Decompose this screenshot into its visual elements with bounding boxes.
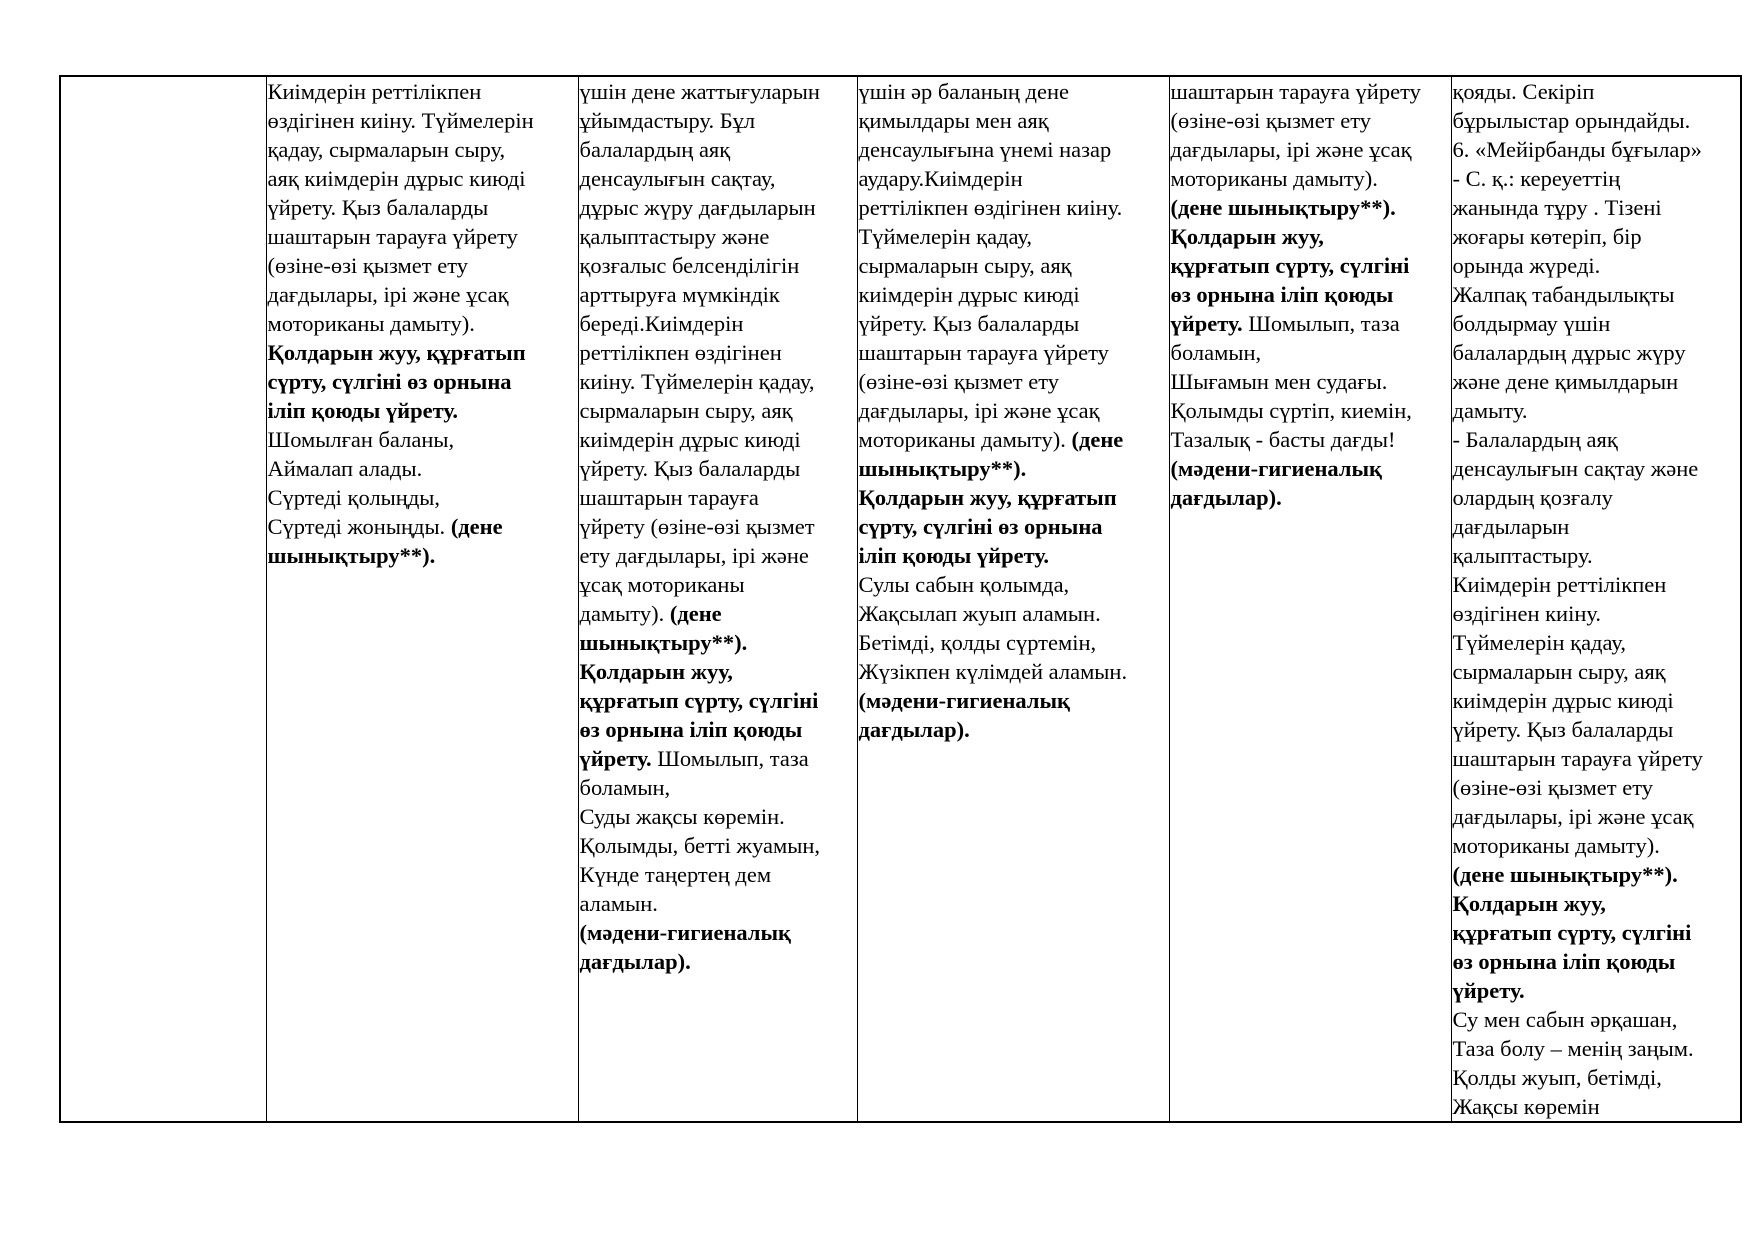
table-cell-column-5 <box>1169 76 1451 1122</box>
bold-text-run: шынықтыру**). <box>579 630 748 655</box>
text-line <box>580 744 856 773</box>
text-line <box>580 164 856 193</box>
text-run: дұрыс жүру дағдыларын <box>579 195 816 220</box>
text-line <box>580 309 856 338</box>
bold-text-run: үйрету. <box>1170 311 1243 336</box>
text-line <box>1453 947 1740 976</box>
text-run: моториканы дамыту). <box>1170 166 1378 191</box>
text-run: дағдылары, ірі және ұсақ <box>1452 804 1694 829</box>
text-run: Суды жақсы көремін. <box>579 804 785 829</box>
text-line <box>1453 1092 1740 1121</box>
text-line <box>580 947 856 976</box>
text-line <box>1453 773 1740 802</box>
bold-text-run: дағдылар). <box>858 717 970 742</box>
bold-text-run: (мәдени-гигиеналық <box>1170 456 1383 481</box>
text-line <box>1453 1005 1740 1034</box>
text-run: (өзіне-өзі қызмет ету <box>858 369 1059 394</box>
bold-text-run: құрғатып сүрту, сүлгіні <box>1452 920 1692 945</box>
text-line <box>1171 135 1450 164</box>
text-line <box>859 686 1168 715</box>
text-line <box>1171 164 1450 193</box>
text-run: Киімдерін реттілікпен <box>267 79 482 104</box>
text-line <box>1453 222 1740 251</box>
bold-text-run: сүрту, сүлгіні өз орнына <box>858 514 1103 539</box>
text-run: моториканы дамыту). <box>267 311 475 336</box>
text-run: үйрету. Қыз балаларды <box>858 311 1080 336</box>
text-run: шаштарын тарауға үйрету <box>858 340 1109 365</box>
text-run: реттілікпен өздігінен киіну. <box>858 195 1123 220</box>
text-line <box>1171 338 1450 367</box>
bold-text-run: құрғатып сүрту, сүлгіні <box>579 688 819 713</box>
text-line <box>1453 715 1740 744</box>
text-line <box>1453 483 1740 512</box>
text-line <box>1453 976 1740 1005</box>
bold-text-run: өз орнына іліп қоюды <box>579 717 803 742</box>
bold-text-run: (дене шынықтыру**). <box>1170 195 1396 220</box>
text-run: боламын, <box>579 775 671 800</box>
text-line <box>580 280 856 309</box>
text-run: сырмаларын сыру, аяқ <box>579 398 793 423</box>
text-line <box>859 135 1168 164</box>
bold-text-run: Қолдарын жуу, құрғатып <box>267 340 526 365</box>
text-run: Қолды жуып, бетімді, <box>1452 1065 1662 1090</box>
text-line <box>268 512 577 541</box>
text-run: Жақсылап жуып аламын. <box>858 601 1101 626</box>
text-run: сырмаларын сыру, аяқ <box>858 253 1072 278</box>
text-run: Күнде таңертең дем <box>579 862 772 887</box>
text-line <box>580 251 856 280</box>
text-run: дамыту. <box>1452 398 1528 423</box>
text-line <box>1171 367 1450 396</box>
text-run: аламын. <box>579 891 658 916</box>
text-run: қадау, сырмаларын сыру, <box>267 137 506 162</box>
text-run: Таза болу – менің заңым. <box>1452 1036 1694 1061</box>
text-line <box>859 367 1168 396</box>
bold-text-run: сүрту, сүлгіні өз орнына <box>267 369 512 394</box>
text-line <box>268 483 577 512</box>
text-run: моториканы дамыту). <box>858 427 1072 452</box>
text-run: аудару.Киімдерін <box>858 166 1023 191</box>
text-line <box>580 396 856 425</box>
bold-text-run: дағдылар). <box>579 949 691 974</box>
text-line <box>268 425 577 454</box>
text-line <box>859 425 1168 454</box>
text-run: Жүзікпен күлімдей аламын. <box>858 659 1128 684</box>
text-line <box>859 164 1168 193</box>
text-run: үшін әр баланың дене <box>858 79 1069 104</box>
text-line <box>268 222 577 251</box>
text-line <box>268 367 577 396</box>
text-line <box>1453 599 1740 628</box>
text-run: бұрылыстар орындайды. <box>1452 108 1691 133</box>
text-run: дағдылары, ірі және ұсақ <box>267 282 509 307</box>
text-line <box>268 106 577 135</box>
text-run: денсаулығын сақтау және <box>1452 456 1699 481</box>
text-run: Шығамын мен судағы. <box>1170 369 1388 394</box>
bold-text-run: үйрету. <box>1452 978 1525 1003</box>
text-line <box>580 454 856 483</box>
bold-text-run: Қолдарын жуу, <box>1452 891 1606 916</box>
text-run: Жақсы көремін <box>1452 1094 1600 1119</box>
text-run: Киімдерін реттілікпен <box>1452 572 1667 597</box>
text-run: Бетімді, қолды сүртемін, <box>858 630 1097 655</box>
text-run: үйрету. Қыз балаларды <box>1452 717 1674 742</box>
text-run: арттыруға мүмкіндік <box>579 282 780 307</box>
text-line <box>859 715 1168 744</box>
text-line <box>580 570 856 599</box>
text-run: Аймалап алады. <box>267 456 423 481</box>
text-run: дамыту). <box>579 601 670 626</box>
text-line <box>580 802 856 831</box>
text-line <box>859 454 1168 483</box>
text-run: болдырмау үшін <box>1452 311 1611 336</box>
text-run: қалыптастыру. <box>1452 543 1593 568</box>
text-run: өздігінен киіну. Түймелерін <box>267 108 534 133</box>
bold-text-run: дағдылар). <box>1170 485 1282 510</box>
text-line <box>1453 367 1740 396</box>
text-line <box>1453 338 1740 367</box>
bold-text-run: (дене шынықтыру**). <box>1452 862 1678 887</box>
text-run: киімдерін дұрыс киюді <box>858 282 1080 307</box>
bold-text-run: (дене <box>1071 427 1124 452</box>
text-line <box>859 193 1168 222</box>
text-line <box>1171 77 1450 106</box>
text-run: қимылдары мен аяқ <box>858 108 1049 133</box>
text-run: ұйымдастыру. Бұл <box>579 108 756 133</box>
text-run: Шомылған баланы, <box>267 427 455 452</box>
text-line <box>580 715 856 744</box>
bold-text-run: іліп қоюды үйрету. <box>858 543 1050 568</box>
bold-text-run: өз орнына іліп қоюды <box>1170 282 1394 307</box>
table-cell-column-2 <box>266 76 578 1122</box>
bold-text-run: Қолдарын жуу, <box>579 659 733 684</box>
text-line <box>1171 193 1450 222</box>
text-run: қояды. Секіріп <box>1452 79 1595 104</box>
text-line <box>268 135 577 164</box>
text-run: үйрету. Қыз балаларды <box>579 456 801 481</box>
text-run: 6. «Мейірбанды бұғылар» <box>1452 137 1702 162</box>
text-run: аяқ киімдерін дұрыс киюді <box>267 166 526 191</box>
text-line <box>1453 744 1740 773</box>
text-line <box>268 541 577 570</box>
text-run: Жалпақ табандылықты <box>1452 282 1675 307</box>
text-run: балалардың дұрыс жүру <box>1452 340 1686 365</box>
text-run: киіну. Түймелерін қадау, <box>579 369 815 394</box>
text-run: денсаулығын сақтау, <box>579 166 776 191</box>
text-line <box>859 280 1168 309</box>
text-run: дағдылары, ірі және ұсақ <box>858 398 1100 423</box>
text-run: киімдерін дұрыс киюді <box>579 427 801 452</box>
text-line <box>1453 425 1740 454</box>
text-run: Су мен сабын әрқашан, <box>1452 1007 1678 1032</box>
table-cell-label-column <box>60 76 266 1122</box>
text-line <box>859 396 1168 425</box>
text-line <box>580 338 856 367</box>
text-run: Шомылып, таза <box>651 746 809 771</box>
text-run: Қолымды, бетті жуамын, <box>579 833 821 858</box>
bold-text-run: шынықтыру**). <box>267 543 436 568</box>
text-line <box>859 483 1168 512</box>
text-line <box>1453 251 1740 280</box>
text-line <box>268 280 577 309</box>
text-line <box>1453 657 1740 686</box>
text-line <box>1171 396 1450 425</box>
text-run: Тазалық - басты дағды! <box>1170 427 1396 452</box>
text-line <box>859 106 1168 135</box>
text-run: орында жүреді. <box>1452 253 1601 278</box>
text-line <box>580 541 856 570</box>
text-line <box>580 860 856 889</box>
text-run: денсаулығына үнемі назар <box>858 137 1112 162</box>
text-run: Түймелерін қадау, <box>858 224 1032 249</box>
text-run: Қолымды сүртіп, киемін, <box>1170 398 1412 423</box>
text-run: - С. қ.: кереуеттің <box>1452 166 1621 191</box>
text-run: үйрету. Қыз балаларды <box>267 195 489 220</box>
text-line <box>859 570 1168 599</box>
text-run: береді.Киімдерін <box>579 311 744 336</box>
text-line <box>859 309 1168 338</box>
text-line <box>580 222 856 251</box>
text-run: Шомылып, таза <box>1242 311 1400 336</box>
text-line <box>580 193 856 222</box>
text-run: олардың қозғалу <box>1452 485 1613 510</box>
text-line <box>1453 860 1740 889</box>
text-line <box>859 77 1168 106</box>
text-line <box>268 454 577 483</box>
text-run: шаштарын тарауға үйрету <box>1170 79 1421 104</box>
text-line <box>859 628 1168 657</box>
text-run: Түймелерін қадау, <box>1452 630 1626 655</box>
text-run: дағдыларын <box>1452 514 1570 539</box>
bold-text-run: Қолдарын жуу, <box>1170 224 1324 249</box>
text-line <box>1171 454 1450 483</box>
bold-text-run: (дене <box>669 601 722 626</box>
text-line <box>1453 135 1740 164</box>
text-run: Сүртеді жоныңды. <box>267 514 451 539</box>
text-run: үйрету (өзіне-өзі қызмет <box>579 514 815 539</box>
table-row <box>60 76 1741 1122</box>
text-line <box>1453 309 1740 338</box>
bold-text-run: іліп қоюды үйрету. <box>267 398 459 423</box>
table-cell-column-3 <box>578 76 857 1122</box>
text-run: үшін дене жаттығуларын <box>579 79 820 104</box>
bold-text-run: өз орнына іліп қоюды <box>1452 949 1676 974</box>
text-line <box>580 425 856 454</box>
text-line <box>580 77 856 106</box>
text-line <box>1171 309 1450 338</box>
text-line <box>1453 1034 1740 1063</box>
text-line <box>1171 483 1450 512</box>
text-line <box>1171 280 1450 309</box>
text-line <box>1453 77 1740 106</box>
text-line <box>268 396 577 425</box>
text-line <box>1453 164 1740 193</box>
text-run: қозғалыс белсенділігін <box>579 253 800 278</box>
text-line <box>580 106 856 135</box>
text-line <box>268 164 577 193</box>
schedule-table <box>59 75 1742 1123</box>
text-line <box>1453 1063 1740 1092</box>
text-run: жоғары көтеріп, бір <box>1452 224 1642 249</box>
text-line <box>580 483 856 512</box>
bold-text-run: (дене <box>450 514 503 539</box>
text-line <box>1453 193 1740 222</box>
text-line <box>580 889 856 918</box>
text-run: шаштарын тарауға үйрету <box>1452 746 1703 771</box>
text-line <box>580 628 856 657</box>
text-line <box>580 918 856 947</box>
text-line <box>1453 628 1740 657</box>
text-line <box>859 657 1168 686</box>
text-run: балалардың аяқ <box>579 137 731 162</box>
text-line <box>859 599 1168 628</box>
text-line <box>268 77 577 106</box>
table-cell-column-4 <box>857 76 1169 1122</box>
text-line <box>859 251 1168 280</box>
text-line <box>1453 570 1740 599</box>
text-run: реттілікпен өздігінен <box>579 340 782 365</box>
text-line <box>268 193 577 222</box>
text-line <box>859 338 1168 367</box>
text-run: Сүртеді қолыңды, <box>267 485 441 510</box>
text-run: ету дағдылары, ірі және <box>579 543 809 568</box>
text-run: ұсақ моториканы <box>579 572 745 597</box>
text-line <box>268 338 577 367</box>
text-line <box>859 541 1168 570</box>
text-line <box>1171 222 1450 251</box>
text-run: жанында тұру . Тізені <box>1452 195 1662 220</box>
text-run: қалыптастыру және <box>579 224 770 249</box>
text-line <box>1453 541 1740 570</box>
text-line <box>1453 396 1740 425</box>
bold-text-run: құрғатып сүрту, сүлгіні <box>1170 253 1410 278</box>
bold-text-run: үйрету. <box>579 746 652 771</box>
text-line <box>1453 918 1740 947</box>
text-run: моториканы дамыту). <box>1452 833 1660 858</box>
text-line <box>1453 831 1740 860</box>
text-line <box>580 512 856 541</box>
bold-text-run: шынықтыру**). <box>858 456 1027 481</box>
text-line <box>580 599 856 628</box>
text-line <box>1453 686 1740 715</box>
text-run: өздігінен киіну. <box>1452 601 1601 626</box>
text-line <box>1453 454 1740 483</box>
text-run: дағдылары, ірі және ұсақ <box>1170 137 1412 162</box>
table-cell-column-6 <box>1451 76 1741 1122</box>
bold-text-run: (мәдени-гигиеналық <box>858 688 1071 713</box>
text-line <box>1453 889 1740 918</box>
text-run: Сулы сабын қолымда, <box>858 572 1070 597</box>
text-line <box>268 251 577 280</box>
text-line <box>1171 251 1450 280</box>
text-run: (өзіне-өзі қызмет ету <box>1452 775 1653 800</box>
text-run: - Балалардың аяқ <box>1452 427 1618 452</box>
text-line <box>859 222 1168 251</box>
text-run: шаштарын тарауға үйрету <box>267 224 518 249</box>
text-line <box>268 309 577 338</box>
text-line <box>859 512 1168 541</box>
bold-text-run: (мәдени-гигиеналық <box>579 920 792 945</box>
text-line <box>580 686 856 715</box>
text-run: шаштарын тарауға <box>579 485 759 510</box>
text-line <box>580 773 856 802</box>
text-line <box>580 135 856 164</box>
text-line <box>1171 425 1450 454</box>
bold-text-run: Қолдарын жуу, құрғатып <box>858 485 1117 510</box>
text-line <box>1453 106 1740 135</box>
text-line <box>1453 512 1740 541</box>
text-line <box>580 831 856 860</box>
text-run: және дене қимылдарын <box>1452 369 1679 394</box>
text-run: киімдерін дұрыс киюді <box>1452 688 1674 713</box>
text-line <box>1453 280 1740 309</box>
text-line <box>1171 106 1450 135</box>
text-line <box>1453 802 1740 831</box>
text-run: (өзіне-өзі қызмет ету <box>1170 108 1371 133</box>
text-line <box>580 657 856 686</box>
text-run: (өзіне-өзі қызмет ету <box>267 253 468 278</box>
text-run: боламын, <box>1170 340 1262 365</box>
text-run: сырмаларын сыру, аяқ <box>1452 659 1666 684</box>
text-line <box>580 367 856 396</box>
